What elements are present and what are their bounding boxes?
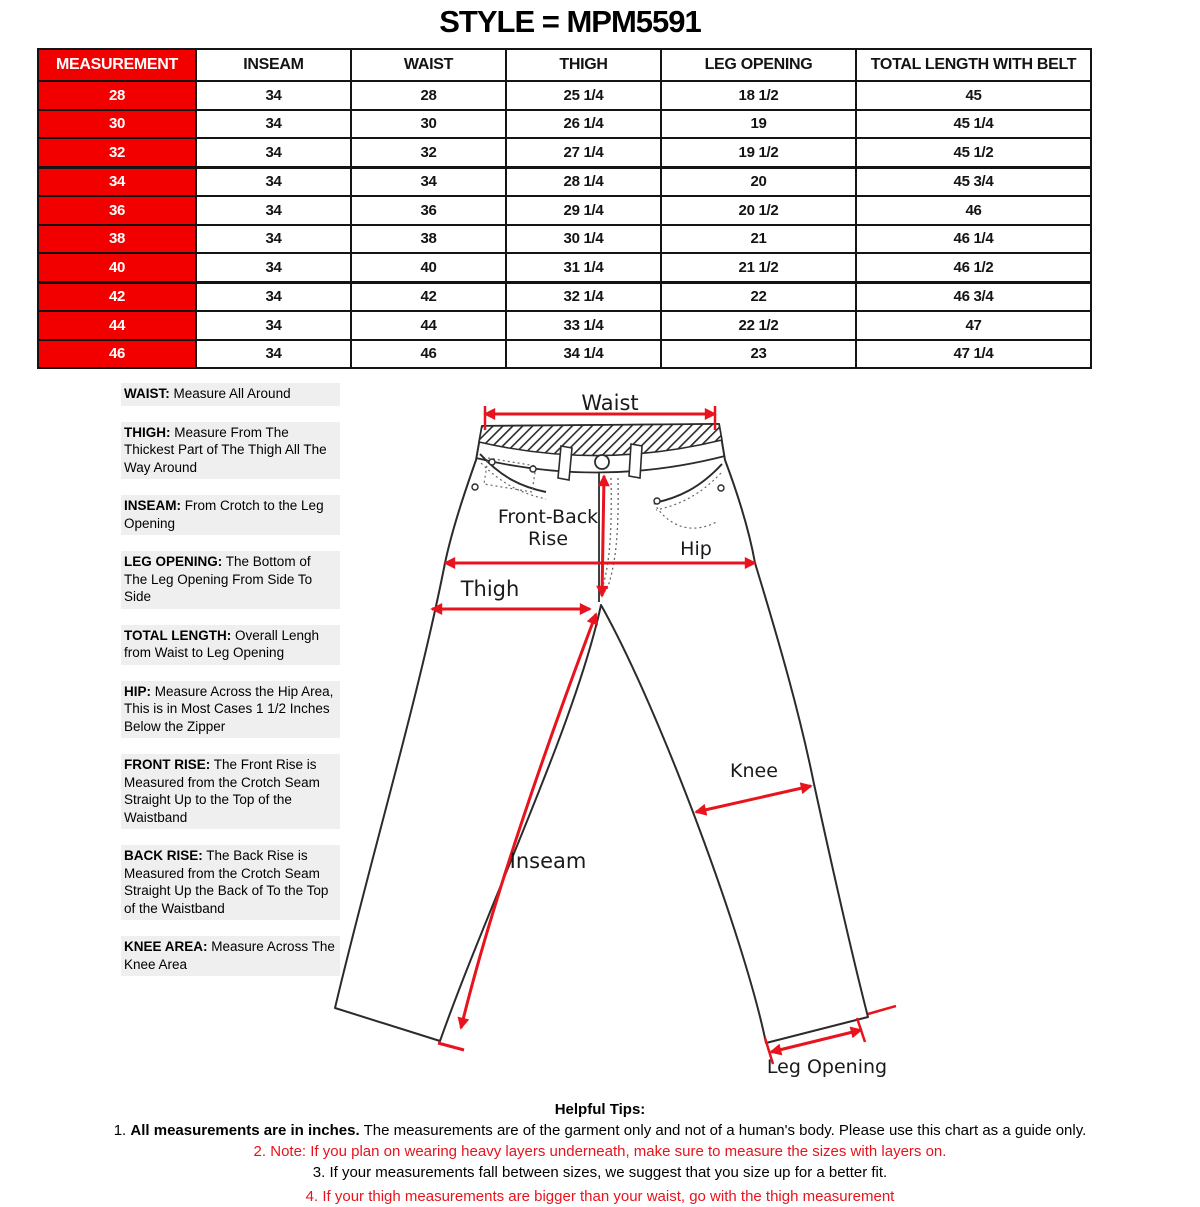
rivet — [472, 484, 478, 490]
value-cell: 31 1/4 — [506, 253, 661, 282]
table-header: WAIST — [351, 49, 506, 81]
definition-term: THIGH: — [124, 424, 171, 440]
definition-item — [121, 754, 340, 829]
value-cell: 23 — [661, 340, 856, 369]
table-row — [38, 138, 1091, 167]
table-row — [38, 253, 1091, 282]
diagram-label-knee: Knee — [730, 760, 778, 782]
pants-outline — [335, 424, 868, 1043]
table-row — [38, 282, 1091, 311]
value-cell: 42 — [351, 282, 506, 311]
diagram-label-thigh: Thigh — [460, 577, 520, 601]
value-cell: 20 — [661, 167, 856, 196]
helpful-tips — [0, 1099, 1200, 1207]
diagram-label-leg-opening: Leg Opening — [766, 1056, 888, 1078]
value-cell: 25 1/4 — [506, 81, 661, 110]
value-cell: 26 1/4 — [506, 110, 661, 139]
value-cell: 46 — [856, 196, 1091, 225]
diagram-label-waist: Waist — [581, 391, 639, 415]
pants-measurement-diagram — [330, 380, 1030, 1080]
value-cell: 22 — [661, 282, 856, 311]
value-cell: 34 — [196, 196, 351, 225]
size-cell: 44 — [38, 311, 196, 340]
tips-heading: Helpful Tips: — [554, 1101, 646, 1118]
value-cell: 19 — [661, 110, 856, 139]
diagram-label-inseam: Inseam — [509, 849, 587, 873]
belt-loop-left — [558, 446, 572, 480]
table-header: THIGH — [506, 49, 661, 81]
value-cell: 32 — [351, 138, 506, 167]
definition-item — [121, 495, 340, 535]
size-cell: 32 — [38, 138, 196, 167]
diagram-label-front-back-rise-1: Front-Back — [497, 506, 599, 528]
definition-text: The Back Rise is Measured from the Crotch Seam Straight Up the Back of To the Top of the Waistband — [124, 848, 329, 916]
definition-item — [121, 936, 340, 976]
table-row — [38, 167, 1091, 196]
value-cell: 28 — [351, 81, 506, 110]
value-cell: 22 1/2 — [661, 311, 856, 340]
diagram-label-front-back-rise-2: Rise — [527, 528, 569, 550]
value-cell: 45 3/4 — [856, 167, 1091, 196]
size-chart-table — [37, 48, 1092, 369]
value-cell: 34 1/4 — [506, 340, 661, 369]
value-cell: 34 — [196, 110, 351, 139]
value-cell: 27 1/4 — [506, 138, 661, 167]
size-cell: 38 — [38, 225, 196, 254]
value-cell: 18 1/2 — [661, 81, 856, 110]
table-row — [38, 110, 1091, 139]
value-cell: 34 — [351, 167, 506, 196]
value-cell: 45 — [856, 81, 1091, 110]
value-cell: 45 1/2 — [856, 138, 1091, 167]
definition-term: INSEAM: — [124, 498, 181, 513]
value-cell: 33 1/4 — [506, 311, 661, 340]
leg-opening-hem-extension — [868, 1006, 896, 1014]
size-cell: 34 — [38, 167, 196, 196]
definition-text: The Bottom of The Leg Opening From Side To Side — [124, 554, 313, 604]
definition-term: HIP: — [124, 683, 151, 699]
definition-text: The Front Rise is Measured from the Crotch Seam Straight Up to the Top of the Waistband — [124, 757, 320, 825]
size-cell: 36 — [38, 196, 196, 225]
value-cell: 21 — [661, 225, 856, 254]
value-cell: 29 1/4 — [506, 196, 661, 225]
value-cell: 34 — [196, 81, 351, 110]
rivet — [654, 498, 660, 504]
definition-term: KNEE AREA: — [124, 939, 208, 954]
definition-item — [121, 551, 340, 609]
rivet — [530, 466, 536, 472]
value-cell: 34 — [196, 340, 351, 369]
value-cell: 46 — [351, 340, 506, 369]
size-cell: 46 — [38, 340, 196, 369]
table-header: LEG OPENING — [661, 49, 856, 81]
value-cell: 34 — [196, 311, 351, 340]
definition-text: Measure All Around — [173, 386, 291, 401]
definition-item — [121, 383, 340, 406]
value-cell: 34 — [196, 282, 351, 311]
tip-number: 1. — [113, 1122, 127, 1139]
value-cell: 46 1/2 — [856, 253, 1091, 282]
definition-item — [121, 625, 340, 665]
tip-number: 3. — [312, 1164, 326, 1181]
value-cell: 34 — [196, 138, 351, 167]
size-cell: 40 — [38, 253, 196, 282]
tip-number: 4. — [305, 1188, 319, 1205]
table-header: TOTAL LENGTH WITH BELT — [856, 49, 1091, 81]
value-cell: 44 — [351, 311, 506, 340]
header-row — [38, 49, 1091, 81]
value-cell: 34 — [196, 167, 351, 196]
value-cell: 38 — [351, 225, 506, 254]
definition-term: TOTAL LENGTH: — [124, 627, 232, 643]
definition-item — [121, 422, 340, 480]
front-back-rise-arrow — [602, 476, 604, 596]
size-cell: 30 — [38, 110, 196, 139]
definition-term: LEG OPENING: — [124, 554, 223, 569]
value-cell: 46 1/4 — [856, 225, 1091, 254]
size-table-body — [38, 81, 1091, 368]
table-row — [38, 81, 1091, 110]
table-header-measurement: MEASUREMENT — [38, 49, 196, 81]
inseam-hem-tick — [438, 1043, 464, 1050]
value-cell: 28 1/4 — [506, 167, 661, 196]
tip-item — [0, 1186, 1200, 1207]
tip-text: Note: If you plan on wearing heavy layers underneath, make sure to measure the sizes with layers on. — [270, 1143, 947, 1160]
definition-text: Overall Lengh from Waist to Leg Opening — [124, 627, 320, 660]
value-cell: 34 — [196, 253, 351, 282]
size-cell: 28 — [38, 81, 196, 110]
table-row — [38, 340, 1091, 369]
definition-item — [121, 845, 340, 920]
table-row — [38, 225, 1091, 254]
tip-text: If your thigh measurements are bigger than your waist, go with the thigh measurement — [322, 1188, 895, 1205]
definition-term: WAIST: — [124, 386, 170, 401]
value-cell: 19 1/2 — [661, 138, 856, 167]
tips-lines — [0, 1120, 1200, 1207]
value-cell: 47 1/4 — [856, 340, 1091, 369]
size-cell: 42 — [38, 282, 196, 311]
value-cell: 21 1/2 — [661, 253, 856, 282]
table-row — [38, 196, 1091, 225]
definition-term: FRONT RISE: — [124, 757, 211, 772]
definition-item — [121, 681, 340, 739]
definitions-list — [121, 383, 340, 992]
tip-text: The measurements are of the garment only and not of a human's body. Please use this chart as a guide only. — [363, 1122, 1087, 1139]
value-cell: 47 — [856, 311, 1091, 340]
waist-button — [595, 455, 609, 469]
tip-item — [0, 1141, 1200, 1162]
value-cell: 30 — [351, 110, 506, 139]
tip-item — [0, 1120, 1200, 1141]
rivet — [489, 459, 495, 465]
value-cell: 36 — [351, 196, 506, 225]
rivet — [718, 485, 724, 491]
tip-number: 2. — [253, 1143, 267, 1160]
diagram-label-hip: Hip — [680, 538, 712, 560]
size-table-head — [38, 49, 1091, 81]
belt-loop-right — [629, 444, 642, 478]
table-header: INSEAM — [196, 49, 351, 81]
definition-term: BACK RISE: — [124, 848, 203, 863]
value-cell: 30 1/4 — [506, 225, 661, 254]
tip-text: If your measurements fall between sizes, we suggest that you size up for a better fit. — [329, 1164, 888, 1181]
tip-bold-text: All measurements are in inches. — [130, 1122, 360, 1139]
page-title: STYLE = MPM5591 — [439, 4, 701, 39]
definition-text: Measure Across the Hip Area, This is in Most Cases 1 1/2 Inches Below the Zipper — [124, 683, 334, 734]
value-cell: 32 1/4 — [506, 282, 661, 311]
tip-item — [0, 1162, 1200, 1183]
definition-text: From Crotch to the Leg Opening — [124, 498, 324, 531]
definition-text: Measure Across The Knee Area — [124, 939, 335, 972]
table-row — [38, 311, 1091, 340]
value-cell: 46 3/4 — [856, 282, 1091, 311]
value-cell: 34 — [196, 225, 351, 254]
value-cell: 40 — [351, 253, 506, 282]
definition-text: Measure From The Thickest Part of The Thigh All The Way Around — [124, 424, 327, 475]
value-cell: 45 1/4 — [856, 110, 1091, 139]
value-cell: 20 1/2 — [661, 196, 856, 225]
